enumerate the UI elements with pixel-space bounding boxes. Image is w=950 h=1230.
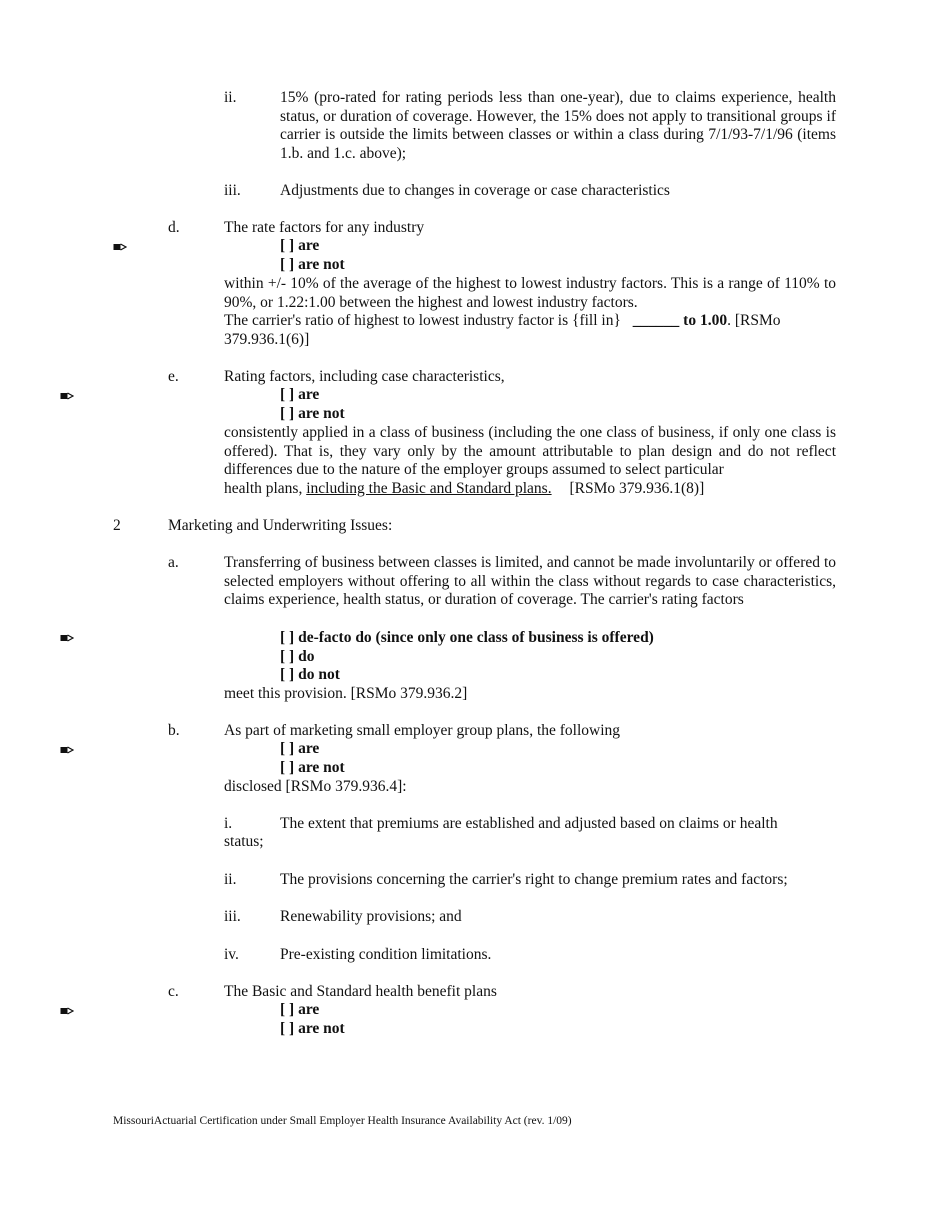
- item-b-sub-iii-text: Renewability provisions; and: [280, 908, 462, 925]
- item-b-sub-iv-text: Pre-existing condition limitations.: [280, 946, 492, 963]
- pointing-hand-icon: [60, 746, 74, 754]
- item-a-body: Transferring of business between classes is limited, and cannot be made involuntarily or offered to selected employers without offering to all within the class without regards to case characteristics, claims experience, health status, or duration of coverage. The carrier's rating factors: [224, 554, 836, 608]
- item-b-option-are[interactable]: [ ] are: [280, 740, 320, 757]
- item-c-label: c.: [168, 983, 179, 1000]
- item-a-label: a.: [168, 554, 179, 571]
- pointing-hand-icon: [113, 243, 127, 251]
- item-e-option-are[interactable]: [ ] are: [280, 386, 320, 403]
- item-e-label: e.: [168, 368, 179, 385]
- item-d-intro: The rate factors for any industry: [224, 219, 425, 236]
- item-c-option-are[interactable]: [ ] are: [280, 1001, 320, 1018]
- item-b-sub-i-line1: The extent that premiums are established and adjusted based on claims or health: [280, 815, 778, 832]
- item-b-sub-iii-label: iii.: [224, 908, 241, 925]
- item-b-label: b.: [168, 722, 180, 739]
- item-ii-text: 15% (pro-rated for rating periods less than one-year), due to claims experience, health status, or duration of coverage. However, the 15% does not apply to transitional groups if carrier is outside the limits between classes or within a class during 7/1/93-7/1/96 (items 1.b. and 1.c. above);: [280, 89, 836, 162]
- item-d-ratio-line: [224, 312, 780, 331]
- item-b-intro: As part of marketing small employer group plans, the following: [224, 722, 621, 739]
- page-footer: MissouriActuarial Certification under Small Employer Health Insurance Availability Act (rev. 1/09): [113, 1115, 572, 1127]
- item-d-reference: 379.936.1(6)]: [224, 331, 310, 348]
- item-e-basic-standard: including the Basic and Standard plans.: [306, 480, 552, 497]
- item-a-option-defacto[interactable]: [ ] de-facto do (since only one class of business is offered): [280, 629, 654, 646]
- item-d-label: d.: [168, 219, 180, 236]
- item-d-ratio-blank[interactable]: ______ to 1.00: [632, 312, 728, 329]
- item-d-option-are-not[interactable]: [ ] are not: [280, 256, 345, 273]
- item-b-sub-i-label: i.: [224, 815, 233, 832]
- item-d-body: within +/- 10% of the average of the highest to lowest industry factors. This is a range of 110% to 90%, or 1.22:1.00 between the highest and lowest industry factors.: [224, 275, 836, 311]
- item-e-last-text: health plans,: [224, 480, 303, 497]
- pointing-hand-icon: [60, 634, 74, 642]
- item-b-sub-ii-label: ii.: [224, 871, 237, 888]
- pointing-hand-icon: [60, 1007, 74, 1015]
- item-e-body: consistently applied in a class of business (including the one class of business, if only one class is offered). That is, they vary only by the amount attributable to plan design and do not reflect differences due to the nature of the employer groups assumed to select particular: [224, 424, 836, 478]
- item-a-tail: meet this provision. [RSMo 379.936.2]: [224, 685, 468, 702]
- item-b-option-are-not[interactable]: [ ] are not: [280, 759, 345, 776]
- pointing-hand-icon: [60, 392, 74, 400]
- item-iii-label: iii.: [224, 182, 241, 199]
- item-b-sub-iv-label: iv.: [224, 946, 239, 963]
- item-e-intro: Rating factors, including case characteristics,: [224, 368, 505, 385]
- item-e-option-are-not[interactable]: [ ] are not: [280, 405, 345, 422]
- item-iii-text: Adjustments due to changes in coverage or case characteristics: [280, 182, 670, 199]
- item-c-intro: The Basic and Standard health benefit plans: [224, 983, 497, 1000]
- item-d-option-are[interactable]: [ ] are: [280, 237, 320, 254]
- item-e-last-line: [224, 480, 704, 499]
- item-a-option-do-not[interactable]: [ ] do not: [280, 666, 340, 683]
- item-d-ratio-rsmo: . [RSMo: [727, 312, 781, 329]
- section-title: Marketing and Underwriting Issues:: [168, 517, 393, 534]
- item-b-sub-i-line2: status;: [224, 833, 264, 850]
- section-number: 2: [113, 517, 121, 534]
- item-b-sub-ii-text: The provisions concerning the carrier's right to change premium rates and factors;: [280, 871, 788, 888]
- item-d-ratio-text: The carrier's ratio of highest to lowest industry factor is {fill in}: [224, 312, 621, 329]
- item-e-reference: [RSMo 379.936.1(8)]: [569, 480, 705, 497]
- item-a-option-do[interactable]: [ ] do: [280, 648, 315, 665]
- item-ii-label: ii.: [224, 89, 237, 106]
- item-b-tail: disclosed [RSMo 379.936.4]:: [224, 778, 407, 795]
- item-c-option-are-not[interactable]: [ ] are not: [280, 1020, 345, 1037]
